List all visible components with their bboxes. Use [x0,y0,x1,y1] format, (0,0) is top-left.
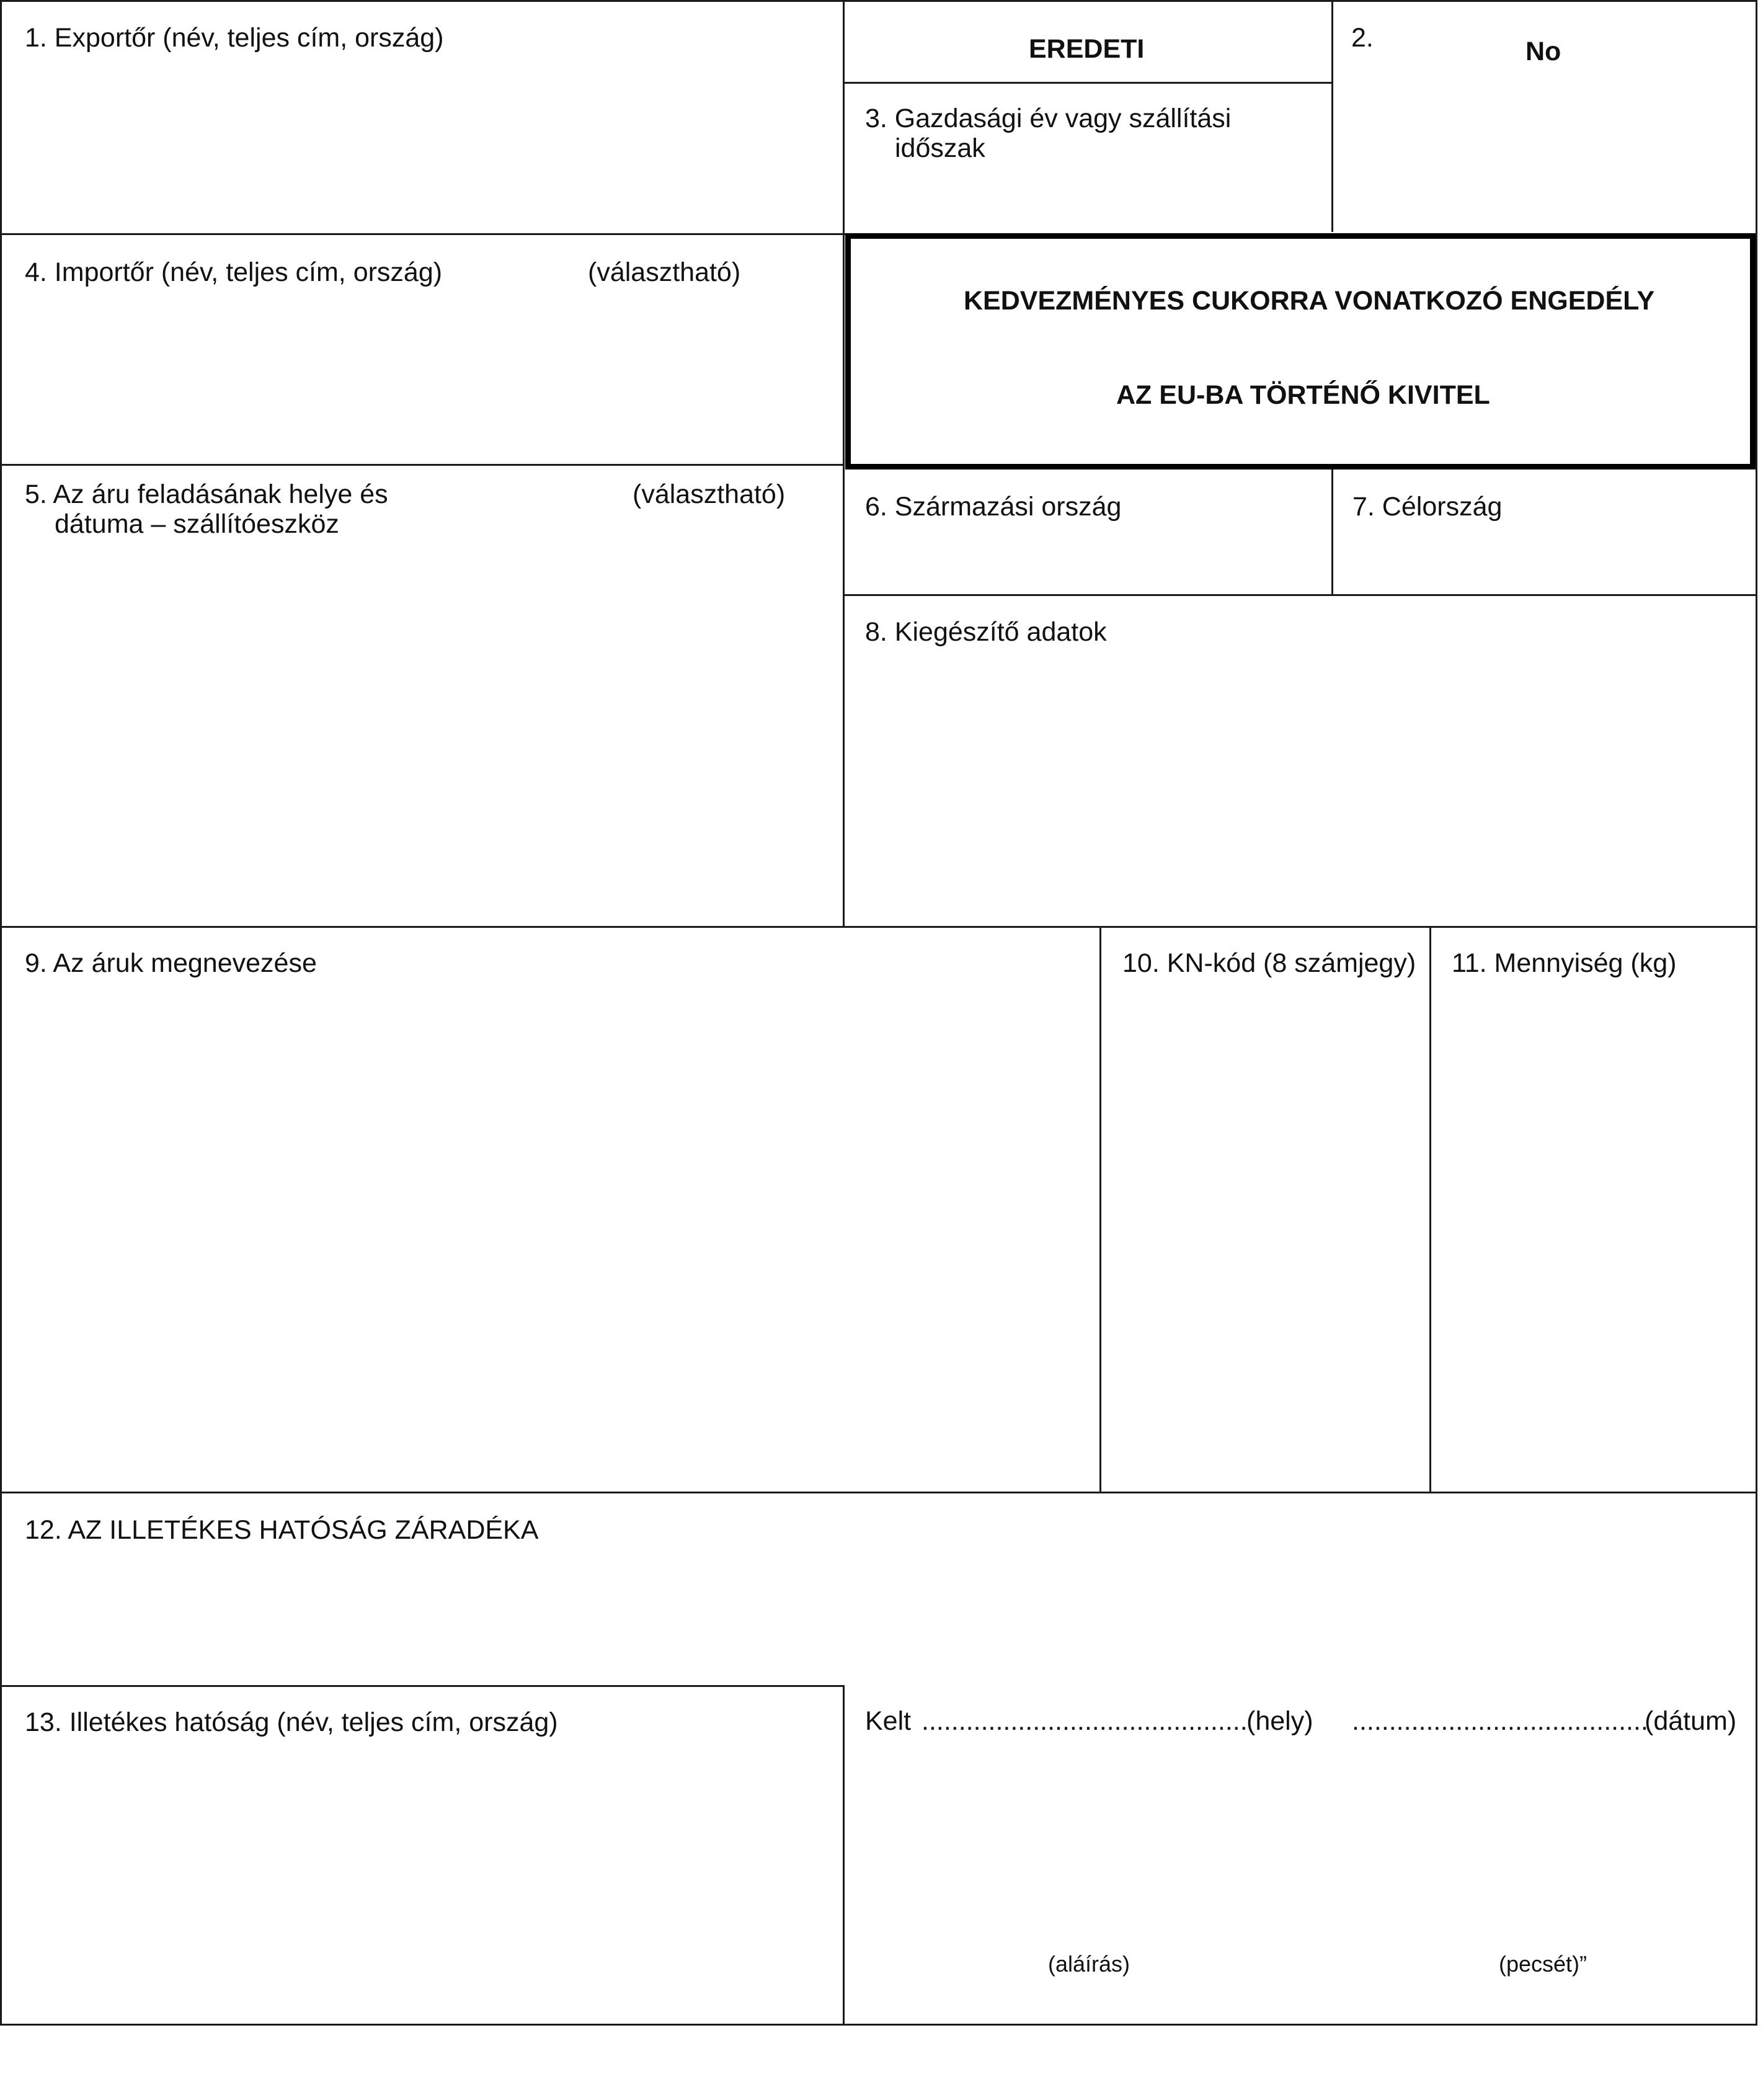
divider-box7 [1331,469,1333,595]
divider-signature [843,1685,845,2026]
frame-bottom [0,2024,1757,2026]
divider-box13 [0,1685,845,1687]
box2-label: 2. [1351,23,1374,53]
frame-left [0,0,2,2026]
stamp-label: (pecsét)” [1499,1951,1588,1977]
additional-data-label: 8. Kiegészítő adatok [865,617,1107,647]
competent-authority-label: 13. Illetékes hatóság (név, teljes cím, ország) [25,1707,558,1737]
exporter-label: 1. Exportőr (név, teljes cím, ország) [25,23,444,53]
place-label: (hely) [1246,1706,1313,1736]
title-box-right [1750,233,1756,469]
importer-optional: (választható) [588,257,741,287]
date-dots: ........................................ [1352,1706,1648,1736]
signature-label: (aláírás) [1048,1951,1130,1977]
marketing-year-label-line1: 3. Gazdasági év vagy szállítási [865,104,1232,133]
document-title-line2: AZ EU-BA TÖRTÉNŐ KIVITEL [1116,380,1490,410]
dispatch-optional: (választható) [633,479,786,509]
divider-box11 [1429,926,1431,1493]
origin-country-label: 6. Származási ország [865,492,1122,522]
authority-endorsement-label: 12. AZ ILLETÉKES HATÓSÁG ZÁRADÉKA [25,1515,539,1545]
divider-box8 [843,594,1757,596]
divider-row5 [0,1492,1757,1493]
original-label: EREDETI [1029,34,1145,64]
dispatch-label-line2: dátuma – szállítóeszköz [55,509,339,539]
document-title-line1: KEDVEZMÉNYES CUKORRA VONATKOZÓ ENGEDÉLY [964,286,1655,316]
place-dots: ............................................ [921,1706,1248,1736]
divider-box2 [1331,0,1333,232]
kelt-label: Kelt [865,1706,912,1736]
date-label: (dátum) [1645,1706,1737,1736]
dispatch-label-line1: 5. Az áru feladásának helye és [25,479,388,509]
quantity-label: 11. Mennyiség (kg) [1452,948,1677,978]
frame-right [1756,0,1757,2026]
title-box-top [845,233,1756,239]
divider-original [843,82,1333,84]
destination-country-label: 7. Célország [1352,492,1503,522]
divider-row4 [0,926,1757,928]
frame-top [0,0,1757,2]
title-box-bottom [845,464,1756,469]
marketing-year-label-line2: időszak [895,133,985,163]
divider-box10 [1099,926,1101,1493]
serial-number-label: No [1525,37,1561,66]
importer-label: 4. Importőr (név, teljes cím, ország) [25,257,443,287]
goods-description-label: 9. Az áruk megnevezése [25,948,317,978]
title-box-left [845,233,851,469]
cn-code-label: 10. KN-kód (8 számjegy) [1122,948,1416,978]
divider-row2-left [0,464,845,466]
